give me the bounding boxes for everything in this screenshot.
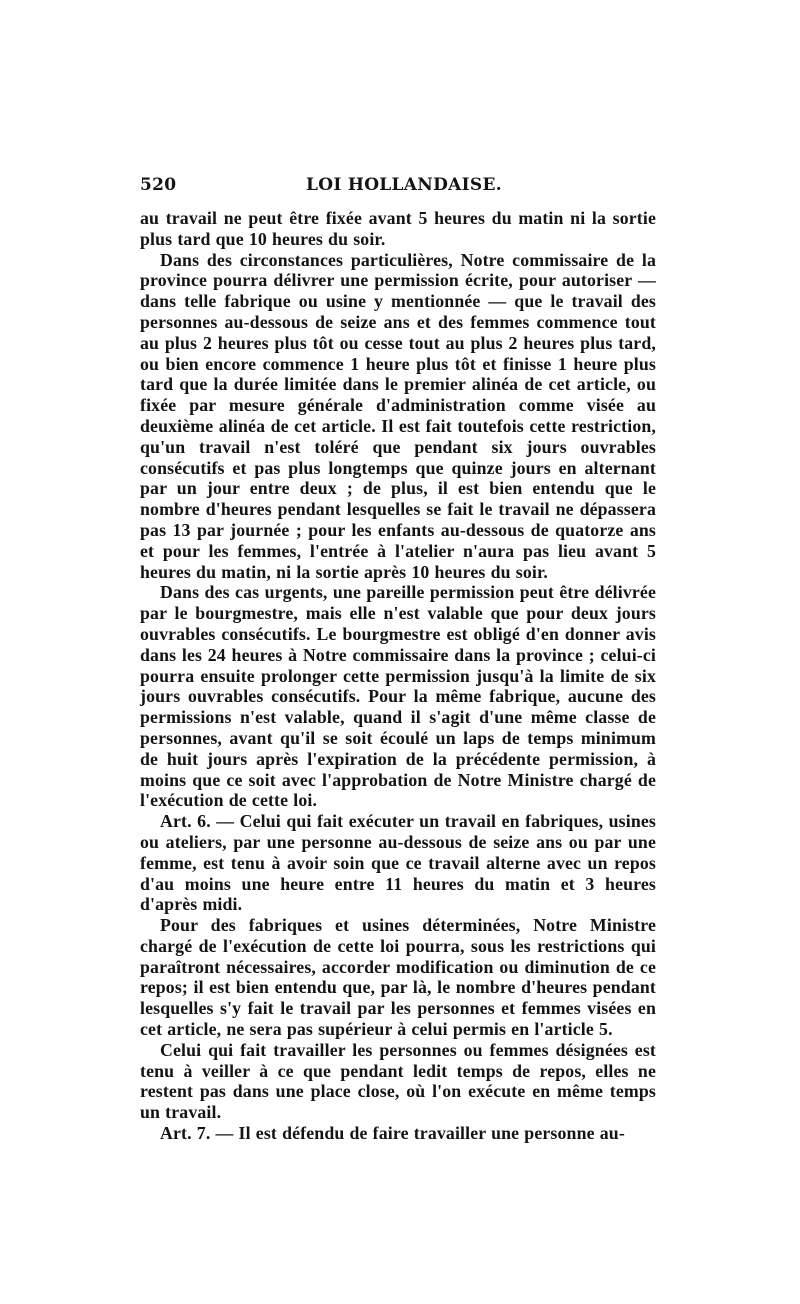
paragraph: Dans des cas urgents, une pareille permission peut être délivrée par le bourgmestre, mais elle n'est valable que pour deux jours ouvrables consécutifs. Le bourgmestre est obligé d'en donner avis dans les 24 heures à Notre commissaire dans la province ; celui-ci pourra ensuite prolonger cette permission jusqu'à la limite de six jours ouvrables consécutifs. Pour la même fabrique, aucune des permissions n'est valable, quand il s'agit d'une même classe de personnes, avant qu'il se soit écoulé un laps de temps minimum de huit jours après l'expiration de la précédente permission, à moins que ce soit avec l'approbation de Notre Ministre chargé de l'exécution de cette loi. [140,582,656,811]
article-6-paragraph: Art. 6. — Celui qui fait exécuter un travail en fabriques, usines ou ateliers, par une personne au-dessous de seize ans ou par une femme, est tenu à avoir soin que ce travail alterne avec un repos d'au moins une heure entre 11 heures du matin et 3 heures d'après midi. [140,811,656,915]
paragraph: Pour des fabriques et usines déterminées, Notre Ministre chargé de l'exécution de cette loi pourra, sous les restrictions qui paraîtront nécessaires, accorder modification ou diminution de ce repos; il est bien entendu que, par là, le nombre d'heures pendant lesquelles s'y fait le travail par les personnes et femmes visées en cet article, ne sera pas supérieur à celui permis en l'article 5. [140,915,656,1040]
paragraph: Dans des circonstances particulières, Notre commissaire de la province pourra délivrer une permission écrite, pour autoriser — dans telle fabrique ou usine y mentionnée — que le travail des personnes au-dessous de seize ans et des femmes commence tout au plus 2 heures plus tôt ou cesse tout au plus 2 heures plus tard, ou bien encore commence 1 heure plus tôt et finisse 1 heure plus tard que la durée limitée dans le premier alinéa de cet article, ou fixée par mesure générale d'administration comme visée au deuxième alinéa de cet article. Il est fait toutefois cette restriction, qu'un travail n'est toléré que pendant six jours ouvrables consécutifs et pas plus longtemps que quinze jours en alternant par un jour entre deux ; de plus, il est bien entendu que le nombre d'heures pendant lesquelles se fait le travail ne dépassera pas 13 par journée ; pour les enfants au-dessous de quatorze ans et pour les femmes, l'entrée à l'atelier n'aura pas lieu avant 5 heures du matin, ni la sortie après 10 heures du soir. [140,249,656,582]
page-header [140,175,656,199]
body-text [140,208,656,1144]
paragraph: Celui qui fait travailler les personnes ou femmes désignées est tenu à veiller à ce que pendant ledit temps de repos, elles ne restent pas dans une place close, où l'on exécute en même temps un travail. [140,1039,656,1123]
paragraph: au travail ne peut être fixée avant 5 heures du matin ni la sortie plus tard que 10 heures du soir. [140,208,656,249]
page-number: 520 [140,175,177,195]
running-title: LOI HOLLANDAISE. [306,175,502,195]
article-7-paragraph: Art. 7. — Il est défendu de faire travailler une personne au- [160,1123,625,1144]
